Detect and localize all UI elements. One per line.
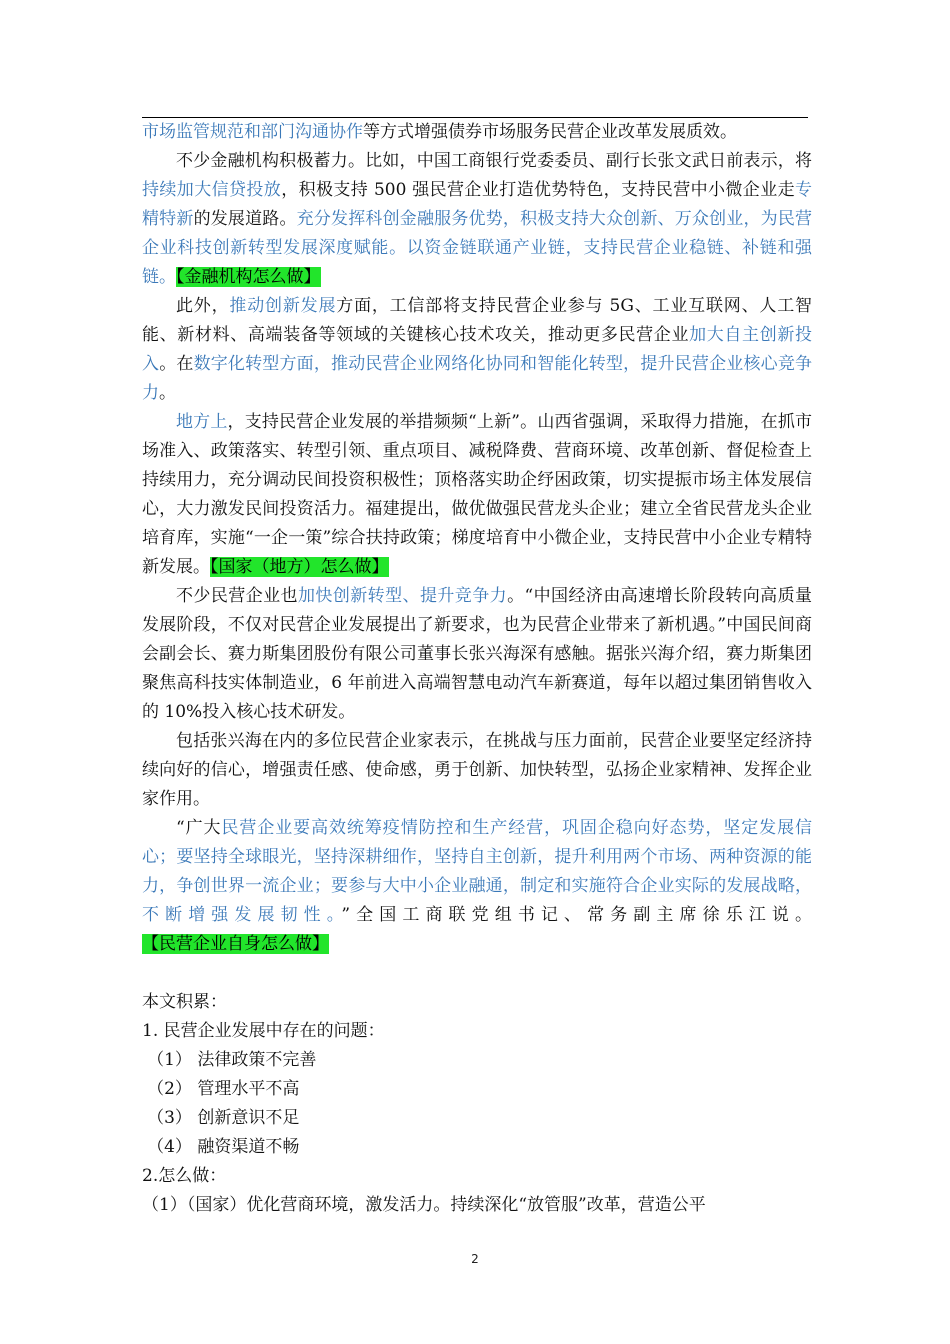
highlight-tag: 【民营企业自身怎么做】 [142,934,329,954]
paragraph [142,118,812,147]
body-text: ，支持民营企业发展的举措频频“上新”。山西省强调，采取得力措施，在抓市场准入、政策落实、转型引领、重点项目、减税降费、营商环境、改革创新、督促检查上持续用力，充分调动民间投资积极性；顶格落实助企纾困政策，切实提振市场主体发展信心，大力激发民间投资活力。福建提出，做优做强民营龙头企业；建立全省民营龙头企业培育库，实施“一企一策”综合扶持政策；梯度培育中小微企业，支持民营中小企业专精特新发展。 [142,412,813,577]
body-text: “广大 [176,818,222,838]
emphasis-text: 加大自主创新投入 [142,325,813,374]
body-text: 。在 [159,354,194,374]
body-text: 等方式增强债券市场服务民营企业改革发展质效。 [363,122,737,142]
section-gap [142,959,812,988]
body-text: 的发展道路。 [193,209,297,229]
emphasis-text: 加快创新转型、提升竞争力 [297,586,508,606]
list-item: （1） 法律政策不完善 [147,1050,317,1070]
notes-question-2: 2.怎么做： [142,1166,227,1186]
emphasis-text: 数字化转型方面，推动民营企业网络化协同和智能化转型，提升民营企业核心竞争力 [142,354,813,403]
notes-section [142,988,812,1220]
body-text: 此外， [176,296,230,316]
body-text: ”全国工商联党组书记、常务副主席徐乐江说。 [341,905,812,925]
notes-answer-line: （1）（国家）优化营商环境，激发活力。持续深化“放管服”改革，营造公平 [142,1195,706,1215]
paragraph [142,814,812,959]
highlight-tag: 【国家（地方）怎么做】 [210,557,389,577]
emphasis-text: 市场监管规范和部门沟通协作 [142,122,363,142]
list-item: （3） 创新意识不足 [147,1108,300,1128]
body-text: ，积极支持 500 强民营企业打造优势特色，支持民营中小微企业走 [281,180,795,200]
paragraph-list [142,118,812,959]
paragraph [142,408,812,582]
body-text: 。 [159,383,176,403]
notes-question-1: 1. 民营企业发展中存在的问题： [142,1021,385,1041]
emphasis-text: 持续加大信贷投放 [142,180,282,200]
highlight-tag: 【金融机构怎么做】 [176,267,321,287]
emphasis-text: 民营企业要高效统筹疫情防控和生产经营，巩固企稳向好态势，坚定发展信心；要坚持全球眼光，坚持深耕细作，坚持自主创新，提升利用两个市场、两种资源的能力，争创世界一流企业；要参与大中小企业融通，制定和实施符合企业实际的发展战略，不断增强发展韧性。 [142,818,812,925]
emphasis-text: 推动创新发展 [229,296,337,316]
paragraph [142,292,812,408]
paragraph [142,582,812,727]
body-text: 方面，工信部将支持民营企业参与 5G、工业互联网、人工智能、新材料、高端装备等领域的关键核心技术攻关，推动更多民营企业 [142,296,813,345]
body-text: 。“中国经济由高速增长阶段转向高质量发展阶段，不仅对民营企业发展提出了新要求，也为民营企业带来了新机遇。”中国民间商会副会长、赛力斯集团股份有限公司董事长张兴海深有感触。据张兴海介绍，赛力斯集团聚焦高科技实体制造业，6 年前进入高端智慧电动汽车新赛道，每年以超过集团销售收入的 10%投入核心技术研发。 [142,586,813,722]
article-body [142,118,812,1220]
notes-heading: 本文积累： [142,992,227,1012]
list-item: （4） 融资渠道不畅 [147,1137,300,1157]
body-text: 不少金融机构积极蓄力。比如，中国工商银行党委委员、副行长张文武日前表示，将 [176,151,812,171]
body-text: 不少民营企业也 [176,586,298,606]
paragraph [142,727,812,814]
paragraph [142,147,812,292]
emphasis-text: 专精特新 [142,180,812,229]
page-number: 2 [471,1252,479,1266]
list-item: （2） 管理水平不高 [147,1079,300,1099]
emphasis-text: 充分发挥科创金融服务优势，积极支持大众创新、万众创业，为民营企业科技创新转型发展深度赋能。以资金链联通产业链，支持民营企业稳链、补链和强链。 [142,209,813,287]
emphasis-text: 地方上 [176,412,228,432]
body-text: 包括张兴海在内的多位民营企业家表示，在挑战与压力面前，民营企业要坚定经济持续向好的信心，增强责任感、使命感，勇于创新、加快转型，弘扬企业家精神、发挥企业家作用。 [142,731,812,809]
